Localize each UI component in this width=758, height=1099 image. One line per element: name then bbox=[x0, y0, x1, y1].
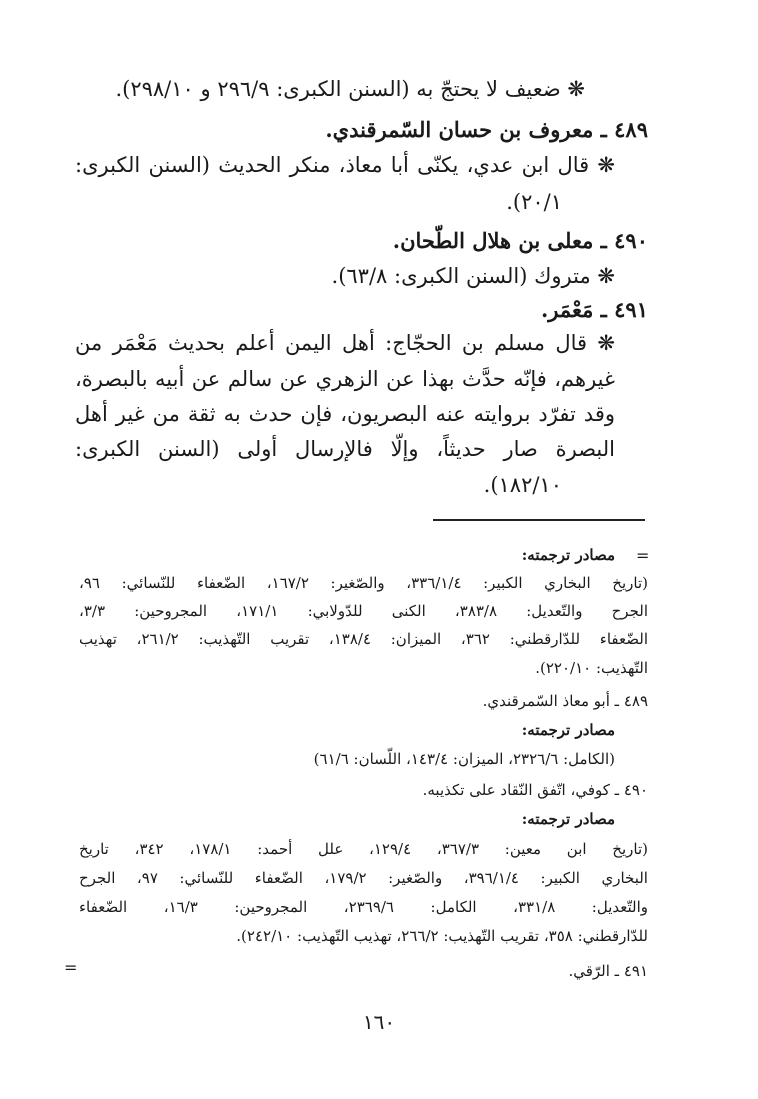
entry-489-text-line-2: ٢٠/١). bbox=[506, 190, 562, 214]
footnote-488-line-2: الجرح والتّعديل: ٣٨٣/٨، الكنى للدّولابي: ١٧١/١، المجروحين: ٣/٣، bbox=[79, 602, 648, 620]
footnote-490-line-3: والتّعديل: ٣٣١/٨، الكامل: ٢٣٦٩/٦، المجروحين: ١٦/٣، الضّعفاء bbox=[79, 898, 649, 916]
footnote-491-heading: ٤٩١ ـ الرّقي. bbox=[568, 962, 648, 980]
footnote-490-sources-title: مصادر ترجمته: bbox=[521, 810, 615, 828]
entry-490-text-line-1: ❋ متروك (السنن الكبرى: ٦٣/٨). bbox=[331, 264, 615, 288]
footnote-488-line-3: الضّعفاء للدّارقطني: ٣٦٢، الميزان: ١٣٨/٤، تقريب التّهذيب: ٢٦١/٢، تهذيب bbox=[79, 630, 648, 648]
entry-491-text-line-2: غيرهم، فإنّه حدَّث بهذا عن الزهري عن سالم عن أبيه بالبصرة، bbox=[75, 367, 615, 391]
entry-491-text-line-1: ❋ قال مسلم بن الحجّاج: أهل اليمن أعلم بحديث مَعْمَر من bbox=[75, 331, 615, 355]
footnote-489-sources-title: مصادر ترجمته: bbox=[521, 721, 615, 739]
entry-489-heading: ٤٨٩ ـ معروف بن حسان السّمرقندي. bbox=[325, 117, 648, 142]
footnote-489-heading: ٤٨٩ ـ أبو معاذ السّمرقندي. bbox=[482, 692, 648, 710]
footnote-488-sources-title: مصادر ترجمته: bbox=[521, 546, 615, 564]
entry-490-heading: ٤٩٠ ـ معلى بن هلال الطّحان. bbox=[392, 228, 648, 253]
entry-488-tail-text: ❋ ضعيف لا يحتجّ به (السنن الكبرى: ٢٩٦/٩ و ٢٩٨/١٠). bbox=[115, 77, 585, 101]
entry-491-heading: ٤٩١ ـ مَعْمَر. bbox=[540, 297, 648, 322]
continuation-mark-top: = bbox=[636, 546, 650, 565]
footnote-489-line-1: (الكامل: ٢٣٢٦/٦، الميزان: ١٤٣/٤، اللّسان: ٦١/٦) bbox=[313, 750, 615, 768]
footnote-490-line-2: البخاري الكبير: ٣٩٦/١/٤، والصّغير: ١٧٩/٢، الضّعفاء للنّسائي: ٩٧، الجرح bbox=[79, 869, 648, 887]
footnote-490-line-1: (تاريخ ابن معين: ٣٦٧/٣، ١٢٩/٤، علل أحمد: ١٧٨/١، ٣٤٢، تاريخ bbox=[79, 840, 648, 858]
continuation-mark-bottom: = bbox=[64, 958, 78, 977]
entry-491-text-line-4: البصرة صار حديثاً، وإلّا فالإرسال أولى (السنن الكبرى: bbox=[75, 437, 615, 461]
footnote-separator bbox=[433, 519, 645, 521]
entry-491-text-line-5: ١٨٢/١٠). bbox=[483, 473, 562, 497]
footnote-490-heading: ٤٩٠ ـ كوفي، اتّفق النّقاد على تكذيبه. bbox=[422, 781, 648, 799]
entry-489-text-line-1: ❋ قال ابن عدي، يكنّى أبا معاذ، منكر الحديث (السنن الكبرى: bbox=[75, 153, 615, 177]
page-number: ١٦٠ bbox=[362, 1010, 396, 1034]
footnote-488-line-1: (تاريخ البخاري الكبير: ٣٣٦/١/٤، والصّغير: ١٦٧/٢، الضّعفاء للنّسائي: ٩٦، bbox=[79, 574, 648, 592]
entry-491-text-line-3: وقد تفرّد بروايته عنه البصريون، فإن حدث به ثقة من غير أهل bbox=[75, 402, 615, 426]
footnote-488-line-4: التّهذيب: ٢٢٠/١٠). bbox=[535, 659, 648, 677]
footnote-490-line-4: للدّارقطني: ٣٥٨، تقريب التّهذيب: ٢٦٦/٢، تهذيب التّهذيب: ٢٤٢/١٠). bbox=[236, 927, 648, 945]
